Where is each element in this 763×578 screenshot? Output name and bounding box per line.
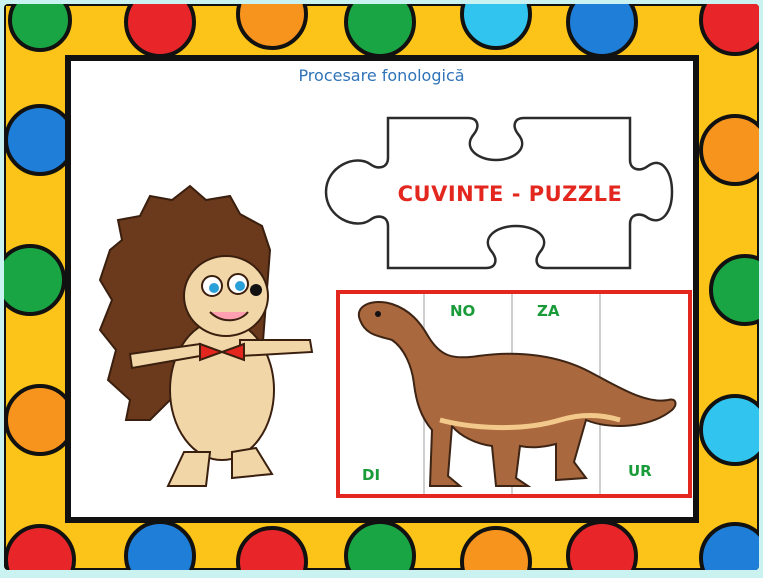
- syllable-ur: UR: [628, 462, 652, 480]
- syllable-di: DI: [362, 466, 381, 484]
- syllable-no: NO: [450, 302, 476, 320]
- page-title: Procesare fonologică: [298, 66, 465, 85]
- syllable-za: ZA: [537, 302, 560, 320]
- puzzle-heading: CUVINTE - PUZZLE: [397, 182, 623, 206]
